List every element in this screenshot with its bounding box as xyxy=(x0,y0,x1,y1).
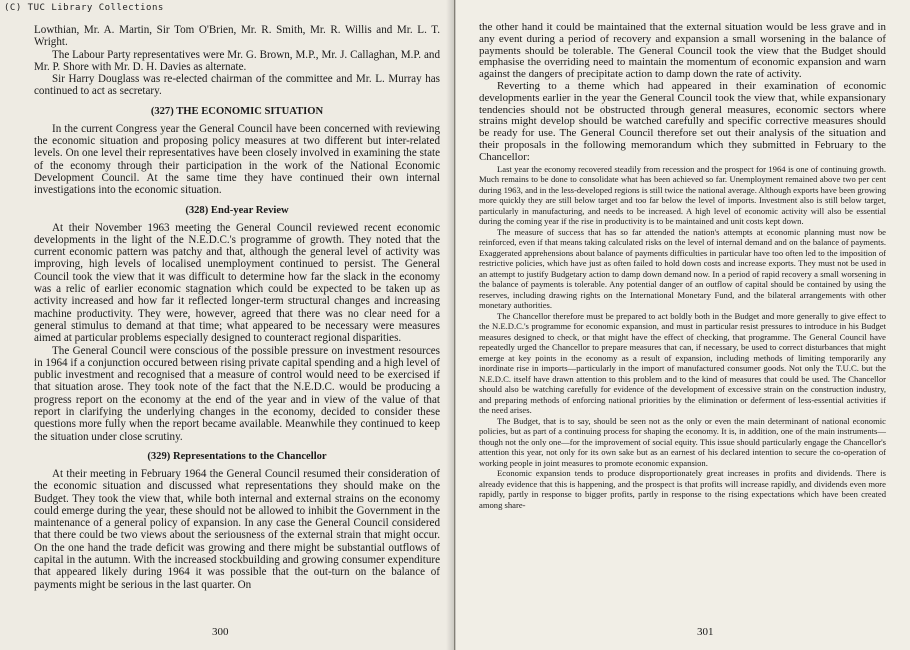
page-number: 300 xyxy=(212,626,229,638)
memorandum-paragraph: Economic expansion tends to produce disproportionately great increases in profits and dividends. There is already evidence that this is happening, and the prospect is that profits will increase rapidly, and dividends even more rapidly, partly in response to bigger profits, partly in response to the rising expectations which have been created among share- xyxy=(479,468,886,510)
section-327-paragraph: In the current Congress year the General Council have been concerned with reviewing the economic situation and proposing policy measures at two different but inter-related levels. On one level their representatives have been closely involved in examining the state of the economy through their participation in the work of the National Economic Development Council. At the same time they have continued their own internal investigations into the economic situation. xyxy=(34,122,440,197)
page-number: 301 xyxy=(697,626,714,638)
memorandum-paragraph: Last year the economy recovered steadily from recession and the prospect for 1964 is one of continuing growth. Much remains to be done to consolidate what has been achieved so far. Unemployment remained above two per cent during 1963, and in the less-developed regions is still twice the national average. Although exports have been growing more quickly they are still below target and too far below the level of imports. Investment also is still below target, particularly in manufacturing, and needs to be increased. A high level of economic activity will also be essential during the coming year if the rise in productivity is to be maintained and unit costs kept down. xyxy=(479,163,886,227)
section-heading-328: (328) End-year Review xyxy=(185,204,289,216)
left-page xyxy=(0,0,454,650)
memorandum-paragraph: The Budget, that is to say, should be seen not as the only or even the main determinant of national economic policies, but as part of a continuing process for shaping the economy. It is, in addition, one of the main instruments—though not the only one—for the improvement of social equity. This issue should particularly engage the Chancellor's attention this year, not only for its own sake but as an earnest of his declared intention to secure the co-operation of working people in joint measures to promote economic expansion. xyxy=(479,415,886,468)
section-328-paragraph: At their November 1963 meeting the General Council reviewed recent economic developments in the light of the N.E.D.C.'s programme of growth. They noted that the current economic pattern was patchy and that, although the general level of activity was improving, high levels of localised unemployment continued to persist. The General Council took the view that it was difficult to determine how far the slack in the economy was a relic of earlier economic stagnation which could be expected to be taken up as activity increased and how far it reflected longer-term structural changes and increasing machine productivity. They were, however, agreed that there was no clear need for a general stimulus to demand at that time; what appeared to be necessary were measures aimed at particular problems especially designed to counteract regional disparities. xyxy=(34,221,440,345)
intro-paragraph: Sir Harry Douglass was re-elected chairman of the committee and Mr. L. Murray has continued to act as secretary. xyxy=(34,73,440,98)
memorandum-paragraph: The measure of success that has so far attended the nation's attempts at economic planning must now be reinforced, even if that means taking calculated risks on the level of internal demand and on the balance of payments. Exaggerated apprehensions about balance of payments difficulties in particular have too often led to the imposition of restrictive policies, which have just as often failed to hold down costs and increase exports. They must not be used in an attempt to justify Budgetary action to damp down demand now. In a period of rapid recovery a small worsening in the balance of payments is tolerable. Any potential danger of an outflow of capital should be contained by using the reserves, including drawing rights on the International Monetary Fund, and the bilateral arrangements with other monetary authorities. xyxy=(479,226,886,311)
section-heading-329: (329) Representations to the Chancellor xyxy=(147,450,327,462)
section-329-paragraph: At their meeting in February 1964 the General Council resumed their consideration of the economic situation and discussed what representations they should make on the Budget. They took the view that, while both internal and external strains on the economy could emerge during the year, these should not be allowed to inhibit the Government in the maintenance of a general policy of expansion. In any case the General Council considered that there could be two views about the seriousness of the external strain that might occur. On the one hand the trade deficit was growing and there might be substantial outflows of capital in the autumn. With the increased stockbuilding and growing consumer expenditure that appeared likely during 1964 it was possible that the out-turn on the balance of payments might be serious in the last quarter. On xyxy=(34,467,440,591)
right-page xyxy=(454,0,910,650)
memorandum-paragraph: The Chancellor therefore must be prepared to act boldly both in the Budget and more generally to give effect to the N.E.D.C.'s programme for economic expansion, and must in particular resist pressures to introduce in his Budget measures designed to check, or that might have the effect of checking, that programme. The General Council have repeatedly urged the Chancellor to prepare measures that can, if necessary, be used to correct disturbances that might emerge at key points in the economy as a result of expansion, including methods of limiting temporarily any inordinate rise in imports—particularly in the import of manufactured consumer goods. Not only the T.U.C. but the N.E.D.C. itself have drawn attention to this problem and to the kind of measures that could be used. The Chancellor should also be watching carefully for evidence of the development of excessive strain on the construction industry, and preparing methods of enforcing national priorities by the elimination or deferment of less-essential activities if the need arises. xyxy=(479,310,886,416)
section-328-paragraph: The General Council were conscious of the possible pressure on investment resources in 1964 if a conjunction occured between rising private capital spending and a high level of public investment and recognised that a measure of control would need to be exercised if that situation arose. They took note of the fact that the N.E.D.C. would be producing a progress report on the economy at the end of the year and in view of the value of that report in clarifying the underlying changes in the economy, decided to consider these questions more fully when the report became available. Meanwhile they continued to keep the situation under close scrutiny. xyxy=(34,344,440,443)
book-spine-shadow xyxy=(446,0,456,650)
section-heading-327: (327) THE ECONOMIC SITUATION xyxy=(150,105,324,117)
intro-paragraph: The Labour Party representatives were Mr. G. Brown, M.P., Mr. J. Callaghan, M.P. and Mr. P. Shore with Mr. D. H. Davies as alternate. xyxy=(34,48,440,73)
body-paragraph: the other hand it could be maintained that the external situation would be less grave and in any event during a period of recovery and expansion a small worsening in the balance of payments should be tolerable. The General Council took the view that the Budget should emphasise the overriding need to maintain the momentum of economic expansion and warn against the dangers of precipitate action to damp down the rate of activity. xyxy=(479,21,886,81)
intro-paragraph: Lowthian, Mr. A. Martin, Sir Tom O'Brien, Mr. R. Smith, Mr. R. Willis and Mr. L. T. Wright. xyxy=(34,24,440,49)
body-paragraph: Reverting to a theme which had appeared in their examination of economic developments earlier in the year the General Council took the view that, while expansionary tendencies should not be obstructed through general measures, economic sectors where strains might develop should be watched carefully and specific corrective measures should be ready for use. The General Council therefore set out their analysis of the situation and their proposals in the following memorandum which they submitted in February to the Chancellor: xyxy=(479,79,886,163)
watermark: (C) TUC Library Collections xyxy=(4,3,164,13)
